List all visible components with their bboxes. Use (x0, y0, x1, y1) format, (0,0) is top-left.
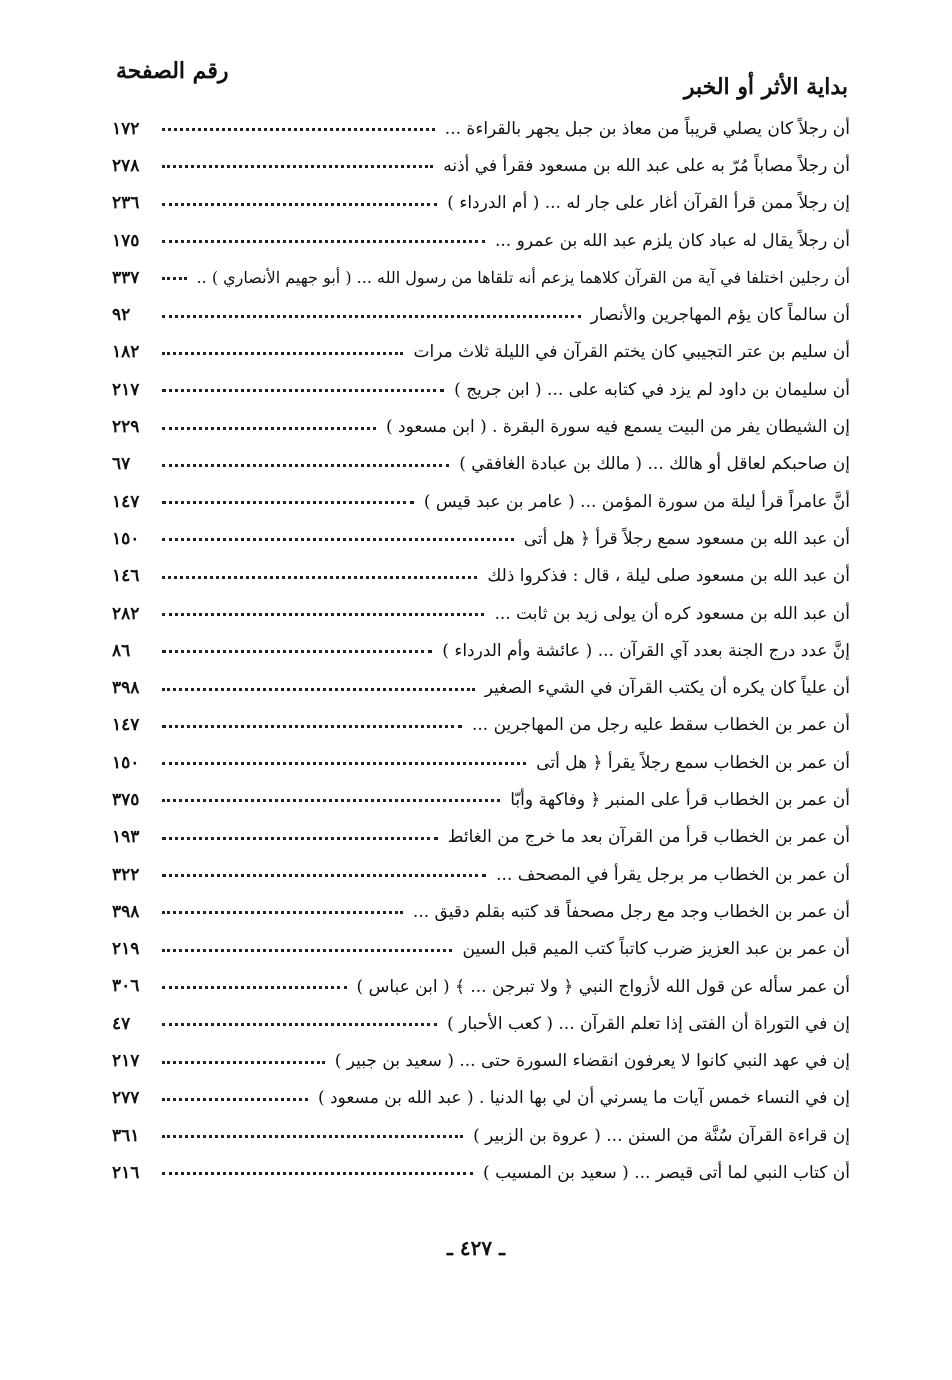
dot-leader (162, 711, 462, 728)
index-entry (112, 595, 850, 632)
dot-leader (162, 151, 433, 168)
entry-page-number: ٣٦١ (112, 1125, 140, 1146)
index-entry (112, 483, 850, 520)
index-entry (112, 334, 850, 371)
index-entry (112, 371, 850, 408)
entry-page-number: ١٧٥ (112, 230, 140, 251)
column-heading-page-number: رقم الصفحة (116, 58, 229, 84)
index-entries-list (112, 110, 850, 1192)
entry-text: إن الشيطان يفر من البيت يسمع فيه سورة البقرة . ( ابن مسعود ) (386, 417, 850, 438)
index-entry (112, 110, 850, 147)
index-entry (112, 968, 850, 1005)
entry-page-number: ٢١٦ (112, 1162, 140, 1183)
dot-leader (162, 972, 347, 989)
dot-leader (162, 450, 449, 467)
entry-text: إن رجلاً ممن قرأ القرآن أغار على جار له ... ( أم الدرداء ) (447, 193, 850, 214)
index-entry (112, 222, 850, 259)
entry-text: أن رجلاً كان يصلي قريباً من معاذ بن جبل يجهر بالقراءة ... (444, 118, 850, 139)
entry-page-number: ٦٧ (112, 454, 131, 475)
entry-page-number: ٣٣٧ (112, 267, 140, 288)
entry-text: أن رجلين اختلفا في آية من القرآن كلاهما يزعم أنه تلقاها من رسول الله ... ( أبو جهيم الأنصاري ) .. (196, 268, 850, 288)
index-header (112, 58, 848, 110)
index-entry (112, 819, 850, 856)
dot-leader (162, 487, 414, 504)
dot-leader (162, 263, 187, 280)
entry-text: أن عبد الله بن مسعود صلى ليلة ، قال : فذكروا ذلك (487, 566, 850, 587)
dot-leader (162, 674, 475, 691)
index-entry (112, 1005, 850, 1042)
entry-page-number: ١٥٠ (112, 528, 140, 549)
index-entry (112, 185, 850, 222)
entry-text: أن عمر بن الخطاب سمع رجلاً يقرأ ﴿ هل أتى (536, 753, 850, 774)
index-entry (112, 856, 850, 893)
dot-leader (162, 935, 452, 952)
entry-page-number: ١٨٢ (112, 342, 140, 363)
entry-page-number: ٣٠٦ (112, 976, 140, 997)
dot-leader (162, 785, 500, 802)
index-entry (112, 1117, 850, 1154)
dot-leader (162, 1158, 473, 1175)
index-entry (112, 1042, 850, 1079)
dot-leader (162, 1121, 463, 1138)
entry-text: أن سالماً كان يؤم المهاجرين والأنصار (590, 305, 850, 326)
index-entry (112, 781, 850, 818)
index-entry (112, 558, 850, 595)
entry-page-number: ٢٢٩ (112, 417, 140, 438)
entry-text: أن عمر بن عبد العزيز ضرب كاتباً كتب الميم قبل السين (462, 939, 850, 960)
entry-text: أنَّ عامراً قرأ ليلة من سورة المؤمن ... ( عامر بن عبد قيس ) (423, 491, 850, 512)
page-footer (0, 1236, 952, 1260)
entry-text: أن عمر بن الخطاب سقط عليه رجل من المهاجرين ... (471, 715, 850, 736)
index-entry (112, 931, 850, 968)
index-entry (112, 669, 850, 706)
index-entry (112, 259, 850, 296)
entry-text: أن كتاب النبي لما أتى قيصر ... ( سعيد بن المسيب ) (483, 1162, 850, 1183)
dot-leader (162, 860, 486, 877)
entry-page-number: ٢٧٧ (112, 1088, 140, 1109)
index-entry (112, 1154, 850, 1191)
index-entry (112, 632, 850, 669)
entry-page-number: ٢٨٢ (112, 603, 140, 624)
dot-leader (162, 226, 485, 243)
entry-text: أن عمر بن الخطاب قرأ على المنبر ﴿ وفاكهة وأبّا (510, 790, 850, 811)
column-heading-beginning: بداية الأثر أو الخبر (683, 74, 848, 100)
entry-text: أن عمر سأله عن قول الله لأزواج النبي ﴿ ولا تبرجن ... ﴾ ( ابن عباس ) (356, 976, 850, 997)
entry-text: أن سليمان بن داود لم يزد في كتابه على ... ( ابن جريج ) (454, 379, 850, 400)
entry-page-number: ٩٢ (112, 305, 131, 326)
entry-text: أن عبد الله بن مسعود كره أن يولى زيد بن ثابت ... (494, 603, 850, 624)
entry-text: أن عمر بن الخطاب قرأ من القرآن بعد ما خرج من الغائط (447, 827, 850, 848)
entry-page-number: ١٤٧ (112, 491, 140, 512)
entry-page-number: ٢١٧ (112, 1051, 140, 1072)
entry-text: أن علياً كان يكره أن يكتب القرآن في الشيء الصغير (484, 678, 850, 699)
entry-page-number: ١٥٠ (112, 752, 140, 773)
entry-text: أن رجلاً يقال له عباد كان يلزم عبد الله بن عمرو ... (495, 230, 850, 251)
entry-text: إن صاحبكم لعاقل أو هالك ... ( مالك بن عبادة الغافقي ) (459, 454, 850, 475)
entry-page-number: ١٤٦ (112, 566, 140, 587)
dot-leader (162, 524, 514, 541)
index-entry (112, 707, 850, 744)
entry-page-number: ٢٣٦ (112, 193, 140, 214)
entry-text: أن عمر بن الخطاب وجد مع رجل مصحفاً قد كتبه بقلم دقيق ... (412, 901, 850, 922)
entry-page-number: ٣٩٨ (112, 678, 140, 699)
index-entry (112, 147, 850, 184)
index-entry (112, 893, 850, 930)
dot-leader (162, 301, 581, 318)
index-entry (112, 1080, 850, 1117)
index-entry (112, 744, 850, 781)
entry-page-number: ١٧٢ (112, 118, 140, 139)
entry-page-number: ٢١٧ (112, 379, 140, 400)
dot-leader (162, 1009, 437, 1026)
entry-page-number: ٣٧٥ (112, 789, 140, 810)
entry-text: إن قراءة القرآن سُنَّة من السنن ... ( عروة بن الزبير ) (473, 1125, 850, 1146)
entry-page-number: ٤٧ (112, 1013, 131, 1034)
entry-text: إن في التوراة أن الفتى إذا تعلم القرآن ... ( كعب الأحبار ) (447, 1013, 850, 1034)
entry-text: أن رجلاً مصاباً مُرّ به على عبد الله بن مسعود فقرأ في أذنه (443, 155, 850, 176)
entry-text: إن في عهد النبي كانوا لا يعرفون انقضاء السورة حتى ... ( سعيد بن جبير ) (334, 1051, 850, 1072)
entry-page-number: ٢٧٨ (112, 155, 140, 176)
dot-leader (162, 748, 526, 765)
dot-leader (162, 338, 403, 355)
dot-leader (162, 189, 437, 206)
dot-leader (162, 1047, 325, 1064)
entry-page-number: ٣٢٢ (112, 864, 140, 885)
entry-text: أن عبد الله بن مسعود سمع رجلاً قرأ ﴿ هل أتى (523, 529, 850, 550)
entry-page-number: ٣٩٨ (112, 901, 140, 922)
entry-page-number: ١٩٣ (112, 827, 140, 848)
dot-leader (162, 599, 484, 616)
footer-page-number: ـ ٤٢٧ ـ (447, 1236, 505, 1260)
index-entry (112, 408, 850, 445)
dot-leader (162, 413, 376, 430)
entry-text: إنَّ عدد درج الجنة بعدد آي القرآن ... ( عائشة وأم الدرداء ) (442, 640, 850, 661)
dot-leader (162, 823, 438, 840)
index-entry (112, 296, 850, 333)
index-entry (112, 520, 850, 557)
entry-text: إن في النساء خمس آيات ما يسرني أن لي بها الدنيا . ( عبد الله بن مسعود ) (317, 1088, 850, 1109)
index-entry (112, 446, 850, 483)
dot-leader (162, 897, 403, 914)
entry-text: أن سليم بن عتر التجيبي كان يختم القرآن في الليلة ثلاث مرات (413, 342, 850, 363)
dot-leader (162, 1084, 308, 1101)
dot-leader (162, 375, 444, 392)
dot-leader (162, 562, 477, 579)
entry-page-number: ٨٦ (112, 640, 131, 661)
entry-page-number: ١٤٧ (112, 715, 140, 736)
entry-page-number: ٢١٩ (112, 939, 140, 960)
entry-text: أن عمر بن الخطاب مر برجل يقرأ في المصحف ... (496, 864, 850, 885)
dot-leader (162, 636, 432, 653)
dot-leader (162, 114, 435, 131)
